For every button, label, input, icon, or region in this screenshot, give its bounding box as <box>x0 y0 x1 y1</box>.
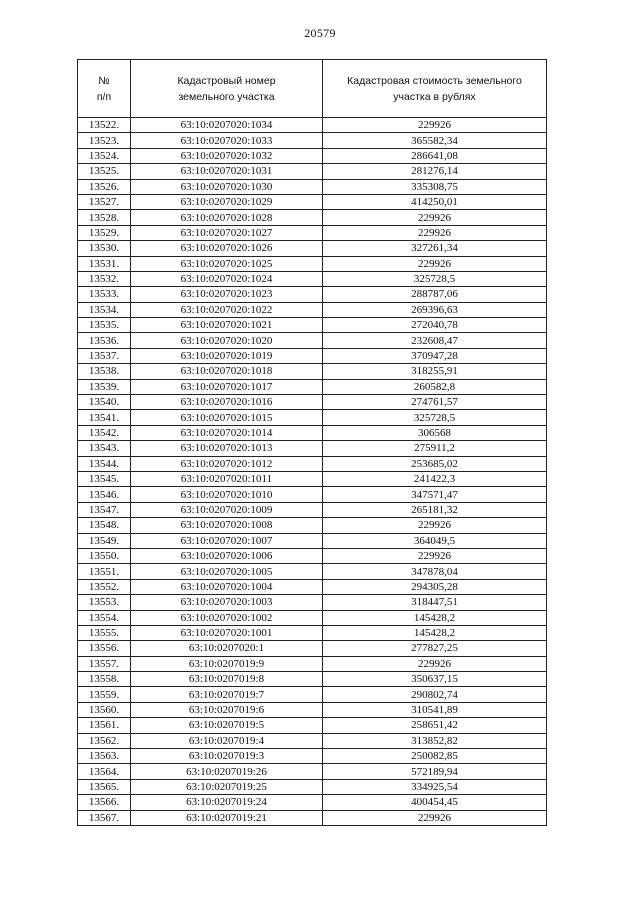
row-number-cell: 13564. <box>78 764 131 779</box>
cadastral-value-cell: 400454,45 <box>323 795 547 810</box>
row-number-cell: 13534. <box>78 302 131 317</box>
cadastral-value-cell: 294305,28 <box>323 579 547 594</box>
cadastral-value-cell: 241422,3 <box>323 471 547 486</box>
header-cadastral-value <box>323 60 547 118</box>
cadastral-value-cell: 229926 <box>323 548 547 563</box>
row-number-cell: 13525. <box>78 164 131 179</box>
row-number-cell: 13557. <box>78 656 131 671</box>
row-number-cell: 13559. <box>78 687 131 702</box>
cadastral-number-cell: 63:10:0207020:1023 <box>131 287 323 302</box>
cadastral-number-cell: 63:10:0207020:1027 <box>131 225 323 240</box>
cadastral-number-cell: 63:10:0207020:1013 <box>131 441 323 456</box>
row-number-cell: 13548. <box>78 518 131 533</box>
cadastral-number-cell: 63:10:0207020:1021 <box>131 318 323 333</box>
row-number-cell: 13560. <box>78 702 131 717</box>
cadastral-number-cell: 63:10:0207020:1014 <box>131 425 323 440</box>
cadastral-number-cell: 63:10:0207019:25 <box>131 779 323 794</box>
row-number-cell: 13523. <box>78 133 131 148</box>
cadastral-value-cell: 306568 <box>323 425 547 440</box>
cadastral-value-cell: 334925,54 <box>323 779 547 794</box>
header-cadastral-line2: земельного участка <box>178 90 275 103</box>
cadastral-value-cell: 350637,15 <box>323 672 547 687</box>
row-number-cell: 13540. <box>78 395 131 410</box>
table-row <box>78 302 547 317</box>
cadastral-number-cell: 63:10:0207020:1022 <box>131 302 323 317</box>
cadastral-value-cell: 313852,82 <box>323 733 547 748</box>
cadastral-value-cell: 288787,06 <box>323 287 547 302</box>
table-row <box>78 702 547 717</box>
table-row <box>78 395 547 410</box>
row-number-cell: 13528. <box>78 210 131 225</box>
table-row <box>78 410 547 425</box>
cadastral-number-cell: 63:10:0207020:1019 <box>131 348 323 363</box>
row-number-cell: 13533. <box>78 287 131 302</box>
row-number-cell: 13563. <box>78 749 131 764</box>
row-number-cell: 13546. <box>78 487 131 502</box>
cadastral-value-cell: 229926 <box>323 210 547 225</box>
table-row <box>78 641 547 656</box>
cadastral-value-cell: 275911,2 <box>323 441 547 456</box>
row-number-cell: 13524. <box>78 148 131 163</box>
cadastral-value-cell: 347571,47 <box>323 487 547 502</box>
row-number-cell: 13554. <box>78 610 131 625</box>
cadastral-number-cell: 63:10:0207020:1016 <box>131 395 323 410</box>
table-row <box>78 379 547 394</box>
cadastral-value-cell: 229926 <box>323 256 547 271</box>
table-row <box>78 333 547 348</box>
cadastral-number-cell: 63:10:0207020:1025 <box>131 256 323 271</box>
table-row <box>78 133 547 148</box>
row-number-cell: 13539. <box>78 379 131 394</box>
table-row <box>78 672 547 687</box>
cadastral-number-cell: 63:10:0207020:1034 <box>131 118 323 133</box>
cadastral-value-cell: 145428,2 <box>323 610 547 625</box>
cadastral-value-cell: 229926 <box>323 518 547 533</box>
cadastral-value-cell: 253685,02 <box>323 456 547 471</box>
table-row <box>78 241 547 256</box>
row-number-cell: 13537. <box>78 348 131 363</box>
row-number-cell: 13535. <box>78 318 131 333</box>
row-number-cell: 13552. <box>78 579 131 594</box>
cadastral-value-cell: 232608,47 <box>323 333 547 348</box>
table-row <box>78 749 547 764</box>
cadastral-number-cell: 63:10:0207019:7 <box>131 687 323 702</box>
cadastral-number-cell: 63:10:0207020:1024 <box>131 271 323 286</box>
row-number-cell: 13562. <box>78 733 131 748</box>
row-number-cell: 13547. <box>78 502 131 517</box>
cadastral-value-cell: 277827,25 <box>323 641 547 656</box>
table-row <box>78 518 547 533</box>
table-row <box>78 256 547 271</box>
table-row <box>78 194 547 209</box>
row-number-cell: 13561. <box>78 718 131 733</box>
cadastral-number-cell: 63:10:0207020:1007 <box>131 533 323 548</box>
cadastral-number-cell: 63:10:0207019:5 <box>131 718 323 733</box>
cadastral-value-cell: 250082,85 <box>323 749 547 764</box>
cadastral-number-cell: 63:10:0207020:1 <box>131 641 323 656</box>
cadastral-value-cell: 269396,63 <box>323 302 547 317</box>
cadastral-number-cell: 63:10:0207020:1009 <box>131 502 323 517</box>
row-number-cell: 13566. <box>78 795 131 810</box>
row-number-cell: 13532. <box>78 271 131 286</box>
table-row <box>78 425 547 440</box>
row-number-cell: 13558. <box>78 672 131 687</box>
cadastral-value-cell: 260582,8 <box>323 379 547 394</box>
row-number-cell: 13556. <box>78 641 131 656</box>
cadastral-value-cell: 265181,32 <box>323 502 547 517</box>
table-row <box>78 595 547 610</box>
cadastral-number-cell: 63:10:0207019:21 <box>131 810 323 825</box>
header-cadastral-line1: Кадастровый номер <box>177 74 276 87</box>
cadastral-value-cell: 325728,5 <box>323 271 547 286</box>
table-row <box>78 502 547 517</box>
header-value-line2: участка в рублях <box>393 90 476 103</box>
row-number-cell: 13541. <box>78 410 131 425</box>
row-number-cell: 13527. <box>78 194 131 209</box>
table-row <box>78 118 547 133</box>
row-number-cell: 13526. <box>78 179 131 194</box>
table-row <box>78 225 547 240</box>
table-row <box>78 318 547 333</box>
cadastral-number-cell: 63:10:0207020:1004 <box>131 579 323 594</box>
cadastral-value-cell: 272040,78 <box>323 318 547 333</box>
cadastral-number-cell: 63:10:0207020:1018 <box>131 364 323 379</box>
table-body <box>78 118 547 826</box>
table-row <box>78 179 547 194</box>
cadastral-value-cell: 318447,51 <box>323 595 547 610</box>
cadastral-value-cell: 327261,34 <box>323 241 547 256</box>
header-row-number <box>78 60 131 118</box>
header-number-sign: № <box>98 74 110 87</box>
row-number-cell: 13530. <box>78 241 131 256</box>
cadastral-number-cell: 63:10:0207020:1031 <box>131 164 323 179</box>
cadastral-value-cell: 145428,2 <box>323 625 547 640</box>
cadastral-number-cell: 63:10:0207020:1020 <box>131 333 323 348</box>
cadastral-number-cell: 63:10:0207019:9 <box>131 656 323 671</box>
row-number-cell: 13522. <box>78 118 131 133</box>
cadastral-number-cell: 63:10:0207020:1002 <box>131 610 323 625</box>
cadastral-value-cell: 364049,5 <box>323 533 547 548</box>
row-number-cell: 13531. <box>78 256 131 271</box>
cadastral-value-cell: 370947,28 <box>323 348 547 363</box>
row-number-cell: 13536. <box>78 333 131 348</box>
cadastral-number-cell: 63:10:0207020:1005 <box>131 564 323 579</box>
cadastral-value-cell: 274761,57 <box>323 395 547 410</box>
table-row <box>78 687 547 702</box>
cadastral-value-cell: 414250,01 <box>323 194 547 209</box>
row-number-cell: 13567. <box>78 810 131 825</box>
row-number-cell: 13544. <box>78 456 131 471</box>
table-row <box>78 348 547 363</box>
cadastral-value-cell: 365582,34 <box>323 133 547 148</box>
cadastral-number-cell: 63:10:0207020:1003 <box>131 595 323 610</box>
table-row <box>78 148 547 163</box>
row-number-cell: 13550. <box>78 548 131 563</box>
cadastral-value-cell: 347878,04 <box>323 564 547 579</box>
cadastral-value-cell: 325728,5 <box>323 410 547 425</box>
table-row <box>78 456 547 471</box>
table-row <box>78 164 547 179</box>
row-number-cell: 13529. <box>78 225 131 240</box>
cadastral-value-cell: 229926 <box>323 656 547 671</box>
cadastral-value-cell: 290802,74 <box>323 687 547 702</box>
row-number-cell: 13542. <box>78 425 131 440</box>
header-number-abbrev: п/п <box>96 90 112 103</box>
table-row <box>78 610 547 625</box>
table-row <box>78 656 547 671</box>
table-row <box>78 271 547 286</box>
table-row <box>78 718 547 733</box>
cadastral-value-cell: 335308,75 <box>323 179 547 194</box>
table-row <box>78 779 547 794</box>
cadastral-value-table <box>77 59 547 826</box>
cadastral-number-cell: 63:10:0207020:1015 <box>131 410 323 425</box>
cadastral-value-cell: 229926 <box>323 810 547 825</box>
row-number-cell: 13553. <box>78 595 131 610</box>
cadastral-number-cell: 63:10:0207020:1033 <box>131 133 323 148</box>
table-row <box>78 564 547 579</box>
table-row <box>78 287 547 302</box>
cadastral-number-cell: 63:10:0207019:8 <box>131 672 323 687</box>
cadastral-number-cell: 63:10:0207020:1026 <box>131 241 323 256</box>
cadastral-number-cell: 63:10:0207019:3 <box>131 749 323 764</box>
cadastral-value-cell: 572189,94 <box>323 764 547 779</box>
cadastral-value-cell: 229926 <box>323 118 547 133</box>
row-number-cell: 13549. <box>78 533 131 548</box>
cadastral-value-cell: 281276,14 <box>323 164 547 179</box>
cadastral-number-cell: 63:10:0207019:26 <box>131 764 323 779</box>
table-row <box>78 733 547 748</box>
row-number-cell: 13555. <box>78 625 131 640</box>
table-row <box>78 795 547 810</box>
table-row <box>78 548 547 563</box>
table-row <box>78 364 547 379</box>
table-row <box>78 764 547 779</box>
table-header <box>78 60 547 118</box>
table-row <box>78 625 547 640</box>
cadastral-number-cell: 63:10:0207020:1006 <box>131 548 323 563</box>
cadastral-number-cell: 63:10:0207020:1017 <box>131 379 323 394</box>
table-row <box>78 471 547 486</box>
header-cadastral-number <box>131 60 323 118</box>
table-row <box>78 810 547 825</box>
table-row <box>78 487 547 502</box>
cadastral-value-cell: 318255,91 <box>323 364 547 379</box>
cadastral-number-cell: 63:10:0207020:1012 <box>131 456 323 471</box>
row-number-cell: 13565. <box>78 779 131 794</box>
cadastral-number-cell: 63:10:0207019:24 <box>131 795 323 810</box>
row-number-cell: 13551. <box>78 564 131 579</box>
cadastral-number-cell: 63:10:0207020:1001 <box>131 625 323 640</box>
header-row <box>78 60 547 118</box>
row-number-cell: 13543. <box>78 441 131 456</box>
cadastral-number-cell: 63:10:0207020:1030 <box>131 179 323 194</box>
table-row <box>78 441 547 456</box>
table-row <box>78 579 547 594</box>
row-number-cell: 13545. <box>78 471 131 486</box>
cadastral-number-cell: 63:10:0207019:4 <box>131 733 323 748</box>
cadastral-number-cell: 63:10:0207019:6 <box>131 702 323 717</box>
cadastral-number-cell: 63:10:0207020:1008 <box>131 518 323 533</box>
row-number-cell: 13538. <box>78 364 131 379</box>
cadastral-number-cell: 63:10:0207020:1011 <box>131 471 323 486</box>
cadastral-value-cell: 286641,08 <box>323 148 547 163</box>
cadastral-number-cell: 63:10:0207020:1032 <box>131 148 323 163</box>
page-number: 20579 <box>304 26 336 40</box>
cadastral-value-cell: 229926 <box>323 225 547 240</box>
table-row <box>78 533 547 548</box>
cadastral-number-cell: 63:10:0207020:1028 <box>131 210 323 225</box>
cadastral-number-cell: 63:10:0207020:1029 <box>131 194 323 209</box>
table-row <box>78 210 547 225</box>
cadastral-number-cell: 63:10:0207020:1010 <box>131 487 323 502</box>
header-value-line1: Кадастровая стоимость земельного <box>347 74 522 87</box>
cadastral-value-cell: 310541,89 <box>323 702 547 717</box>
cadastral-value-cell: 258651,42 <box>323 718 547 733</box>
